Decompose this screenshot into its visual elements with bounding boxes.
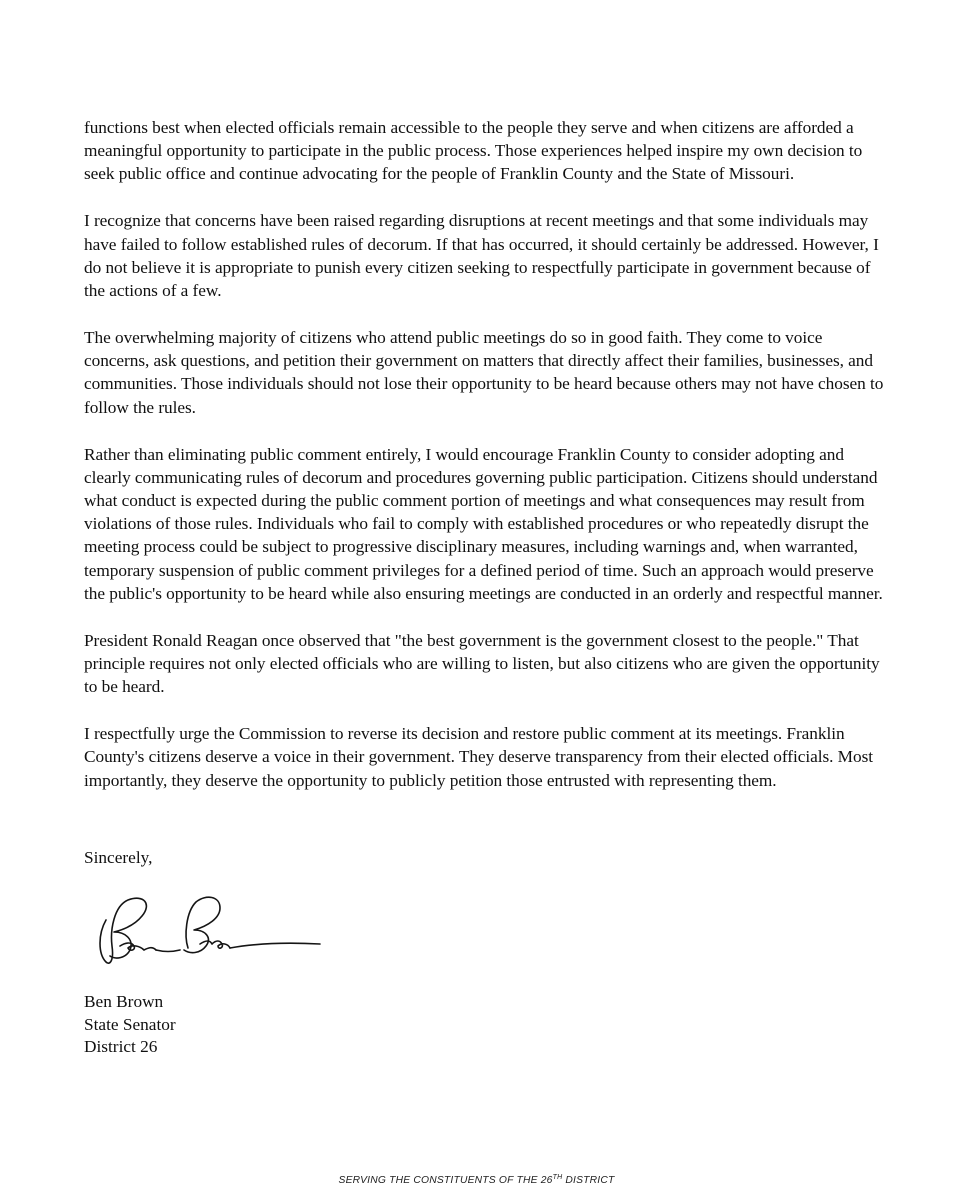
- signer-name: Ben Brown: [84, 992, 164, 1011]
- signer-title: State Senator: [84, 1014, 176, 1034]
- page-footer: [0, 1174, 953, 1186]
- footer-superscript: TH: [552, 1174, 563, 1181]
- paragraph-6: I respectfully urge the Commission to reverse its decision and restore public comment at its meetings. Franklin County's citizens deserve a voice in their government. They deserve transparency from their elected officials. Most importantly, they deserve the opportunity to publicly petition those entrusted with representing them.: [84, 724, 873, 790]
- paragraph-2: I recognize that concerns have been raised regarding disruptions at recent meetings and that some individuals may have failed to follow established rules of decorum. If that has occurred, it should certainly be addressed. However, I do not believe it is appropriate to punish every citizen seeking to respectfully participate in government because of the actions of a few.: [84, 211, 879, 301]
- paragraph-3: The overwhelming majority of citizens who attend public meetings do so in good faith. They come to voice concerns, ask questions, and petition their government on matters that directly affect their families, businesses, and communities. Those individuals should not lose their opportunity to be heard because others may not have chosen to follow the rules.: [84, 328, 884, 417]
- paragraph-4: Rather than eliminating public comment entirely, I would encourage Franklin County to consider adopting and clearly communicating rules of decorum and procedures governing public participation. Citizens should understand what conduct is expected during the public comment portion of meetings and what consequences may result from violations of those rules. Individuals who fail to comply with established procedures or who repeatedly disrupt the meeting process could be subject to progressive disciplinary measures, including warnings and, when warranted, temporary suspension of public comment privileges for a defined period of time. Such an approach would preserve the public's opportunity to be heard while also ensuring meetings are conducted in an orderly and respectful manner.: [84, 444, 883, 603]
- paragraph-1: functions best when elected officials remain accessible to the people they serve and when citizens are afforded a meaningful opportunity to participate in the public process. Those experiences helped inspire my own decision to seek public office and continue advocating for the people of Franklin County and the State of Missouri.: [84, 118, 863, 184]
- footer-text: SERVING THE CONSTITUENTS OF THE 26: [338, 1175, 553, 1186]
- handwritten-signature: [92, 882, 324, 974]
- paragraph-5: President Ronald Reagan once observed that "the best government is the government closest to the people." That principle requires not only elected officials who are willing to listen, but also citizens who are given the opportunity to be heard.: [84, 630, 880, 697]
- closing-salutation: Sincerely,: [84, 848, 153, 867]
- footer-text-end: DISTRICT: [562, 1175, 615, 1186]
- signer-block: [84, 991, 176, 1059]
- letter-body: [84, 116, 884, 816]
- signer-district: District 26: [84, 1037, 158, 1056]
